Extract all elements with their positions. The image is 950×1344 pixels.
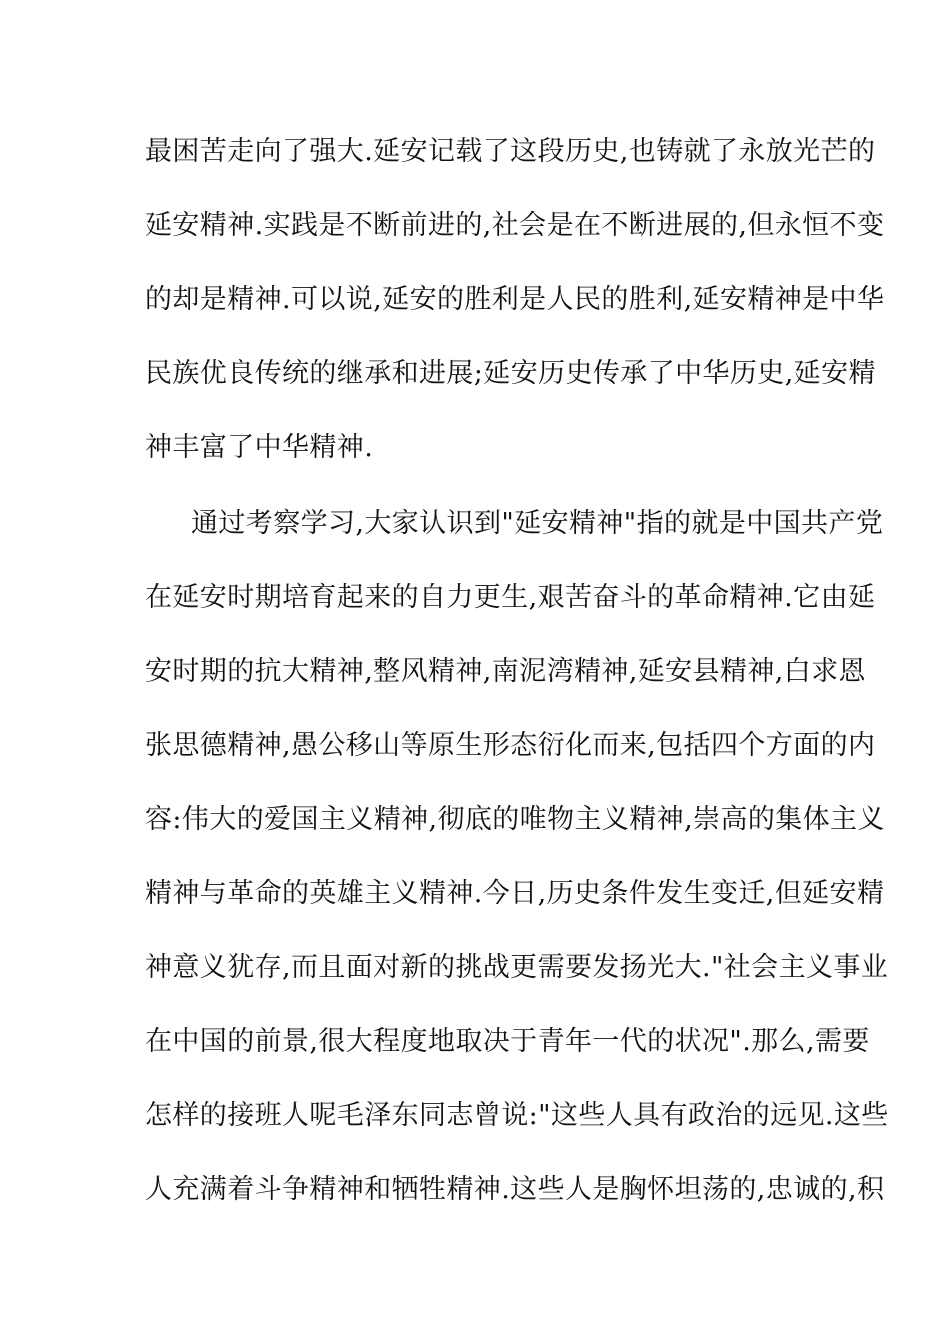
text-line: 容:伟大的爱国主义精神,彻底的唯物主义精神,崇高的集体主义	[145, 804, 885, 835]
text-line: 最困苦走向了强大.延安记载了这段历史,也铸就了永放光芒的	[145, 136, 876, 167]
text-line: 怎样的接班人呢毛泽东同志曾说:"这些人具有政治的远见.这些	[145, 1100, 889, 1131]
text-line: 在延安时期培育起来的自力更生,艰苦奋斗的革命精神.它由延	[145, 582, 876, 613]
text-line: 通过考察学习,大家认识到"延安精神"指的就是中国共产党	[191, 508, 884, 539]
text-line: 的却是精神.可以说,延安的胜利是人民的胜利,延安精神是中华	[145, 284, 885, 315]
text-line: 精神与革命的英雄主义精神.今日,历史条件发生变迁,但延安精	[145, 878, 885, 909]
text-line: 张思德精神,愚公移山等原生形态衍化而来,包括四个方面的内	[145, 730, 876, 761]
text-line: 在中国的前景,很大程度地取决于青年一代的状况".那么,需要	[145, 1026, 870, 1057]
text-line: 安时期的抗大精神,整风精神,南泥湾精神,延安县精神,白求恩	[145, 656, 866, 687]
text-line: 神丰富了中华精神.	[145, 432, 374, 463]
text-line: 民族优良传统的继承和进展;延安历史传承了中华历史,延安精	[145, 358, 876, 389]
text-line: 神意义犹存,而且面对新的挑战更需要发扬光大."社会主义事业	[145, 952, 889, 983]
text-line: 人充满着斗争精神和牺牲精神.这些人是胸怀坦荡的,忠诚的,积	[145, 1174, 885, 1205]
text-line: 延安精神.实践是不断前进的,社会是在不断进展的,但永恒不变	[145, 210, 885, 241]
